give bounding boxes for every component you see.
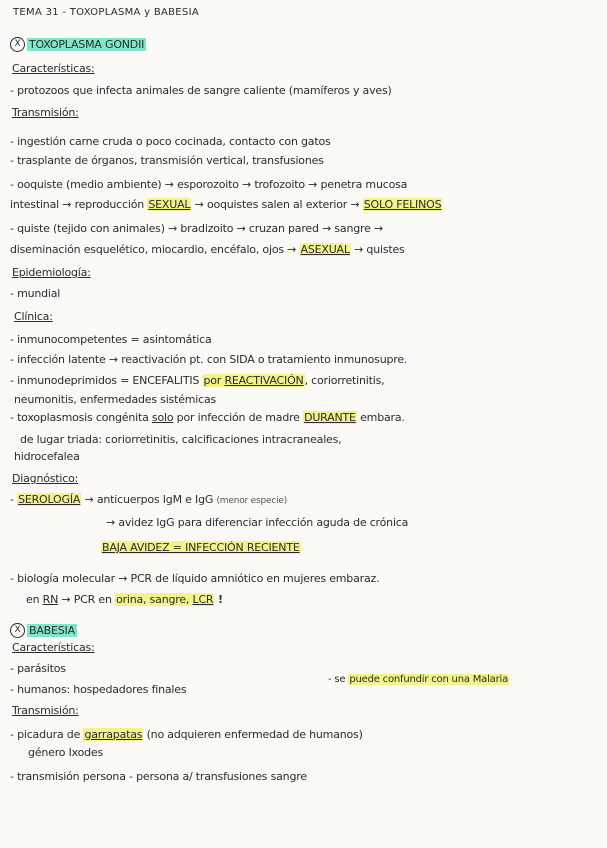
subheading-diagnostico: Diagnóstico: (12, 472, 79, 485)
highlight-serologia: SEROLOGÍA (18, 493, 81, 506)
section-title: BABESIA (29, 623, 75, 637)
text-segment: embara. (356, 411, 405, 424)
text-line: de lugar triada: coriorretinitis, calcificaciones intracraneales, (20, 433, 342, 446)
section-title: TOXOPLASMA GONDII (29, 37, 145, 51)
text-line-highlighted (10, 243, 405, 257)
highlight-asexual: ASEXUAL (300, 243, 350, 256)
text-line: - parásitos (10, 662, 66, 675)
subheading-transmision: Transmisión: (12, 704, 79, 717)
highlight-baja-avidez: BAJA AVIDEZ = INFECCIÓN RECIENTE (102, 541, 300, 554)
text-segment: por infección de madre (173, 411, 304, 424)
text-segment: en (26, 593, 43, 606)
text-segment: intestinal → reproducción (10, 198, 148, 211)
section-marker: X (10, 37, 25, 52)
text-line: - ooquiste (medio ambiente) → esporozoito → trofozoito → penetra mucosa (10, 178, 408, 191)
text-line: - inmunocompetentes = asintomática (10, 333, 212, 346)
highlight-por-reactivacion: por REACTIVACIÓN (203, 374, 304, 387)
section-marker: X (10, 623, 25, 638)
text-line: - quiste (tejido con animales) → bradizoito → cruzan pared → sangre → (10, 222, 383, 235)
text-line-highlighted (10, 493, 287, 508)
text-segment: → PCR en (58, 593, 116, 606)
text-segment: → anticuerpos IgM e IgG (81, 493, 217, 506)
text-segment: → ooquistes salen al exterior → (191, 198, 363, 211)
text-line-highlighted (10, 198, 442, 212)
text-segment: → quistes (350, 243, 405, 256)
text-line: - trasplante de órganos, transmisión vertical, transfusiones (10, 154, 324, 167)
subheading-clinica: Clínica: (14, 310, 53, 323)
subheading-epidemiologia: Epidemiología: (12, 266, 91, 279)
highlight-sexual: SEXUAL (148, 198, 191, 211)
subheading-caracteristicas: Características: (12, 641, 95, 654)
highlight-confusion: puede confundir con una Malaria (349, 674, 509, 685)
text-line-highlighted (26, 593, 223, 607)
text-segment: , coriorretinitis, (304, 374, 385, 387)
text-segment: - toxoplasmosis congénita (10, 411, 152, 424)
subheading-caracteristicas: Características: (12, 62, 95, 75)
highlight-fluids: orina, sangre, LCR (116, 593, 214, 606)
text-segment: - picadura de (10, 728, 84, 741)
underline-solo: solo (151, 411, 174, 424)
text-line: → avidez IgG para diferenciar infección aguda de crónica (106, 516, 409, 529)
text-line: - biología molecular → PCR de líquido amniótico en mujeres embaraz. (10, 572, 380, 585)
section-heading-toxoplasma (10, 37, 146, 52)
subheading-transmision: Transmisión: (12, 106, 79, 119)
text-line-highlighted (328, 672, 568, 688)
text-segment-small: (menor especie) (216, 496, 288, 506)
text-line-highlighted (10, 728, 363, 742)
text-line: - protozoos que infecta animales de sangre caliente (mamíferos y aves) (10, 84, 392, 97)
text-line: - infección latente → reactivación pt. con SIDA o tratamiento inmunosupre. (10, 353, 408, 366)
text-line: hidrocefalea (14, 450, 80, 463)
text-line: género Ixodes (28, 746, 104, 759)
text-segment: (no adquieren enfermedad de humanos) (143, 728, 363, 741)
text-line-highlighted (10, 374, 384, 388)
text-line: neumonitis, enfermedades sistémicas (14, 393, 217, 406)
section-heading-babesia (10, 623, 77, 638)
text-line-highlighted (101, 541, 301, 555)
text-line: - ingestión carne cruda o poco cocinada, contacto con gatos (10, 135, 331, 148)
highlight-solo-felinos: SOLO FELINOS (363, 198, 442, 211)
text-line: - mundial (10, 287, 61, 300)
highlight-garrapatas: garrapatas (84, 728, 143, 741)
text-line-highlighted (10, 411, 405, 425)
page-title: TEMA 31 - TOXOPLASMA y BABESIA (13, 7, 199, 18)
text-segment: - inmunodeprimidos = ENCEFALITIS (10, 374, 203, 387)
text-segment: ! (214, 593, 223, 606)
text-segment: - (10, 493, 18, 506)
highlight-durante: DURANTE (304, 411, 356, 424)
text-line: - humanos: hospedadores finales (10, 683, 187, 696)
underline-rn: RN (42, 593, 59, 606)
text-line: - transmisión persona - persona a/ transfusiones sangre (10, 770, 307, 783)
text-segment: - se (328, 674, 349, 685)
text-segment: diseminación esquelético, miocardio, encéfalo, ojos → (10, 243, 300, 256)
